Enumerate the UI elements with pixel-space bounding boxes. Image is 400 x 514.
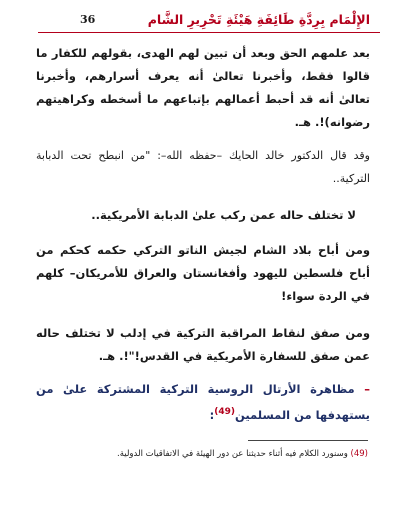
body-paragraph: بعد علمهم الحق وبعد أن تبين لهم الهدى، بقولهم للكفار ما قالوا فقط، وأخبرنا تعالىٰ أنه يعرف أسرارهم، وأخبرنا تعالىٰ أنه قد أحبط أعمالهم بإتباعهم ما أسخطه وكراهيتهم رضوانه)!. هـ. [36, 46, 370, 129]
body-paragraph: ومن صفق لنقاط المراقبة التركية في إدلب لا تختلف حاله عمن صفق للسفارة الأمريكية في القدس!"!. هـ. [36, 326, 370, 363]
body-paragraph: ومن أباح بلاد الشام لجيش الناتو التركي حكمه كحكم من أباح فلسطين لليهود وأفغانستان والعراق للأمريكان– كلهم في الردة سواء! [36, 243, 370, 303]
header-divider [38, 32, 380, 33]
page-header [20, 6, 370, 32]
page-number: 36 [80, 12, 96, 26]
book-title: الإِلْمَام بِرِدَّةِ طَائِفَةِ هَيْئَةِ تَحْرِيرِ الشَّام [147, 11, 370, 27]
footnote-reference[interactable]: (49) [214, 407, 235, 417]
quote-intro-paragraph: وقد قال الدكتور خالد الحايك –حفظه الله–: "من انبطح تحت الدبابة التركية.. [36, 149, 370, 185]
footnote-number: (49) [350, 449, 368, 459]
section-heading-end: : [209, 407, 215, 422]
page-body [36, 42, 370, 427]
footnote-divider [248, 440, 368, 441]
section-heading-text: مظاهرة الأرتال الروسية التركية المشتركة علىٰ من يستهدفها من المسلمين [36, 382, 370, 422]
section-dash: – [364, 382, 370, 396]
footnote-text: وسنورد الكلام فيه أثناء حديثنا عن دور الهيئة في الاتفاقيات الدولية. [117, 449, 348, 459]
section-heading [36, 378, 370, 427]
footnote [40, 449, 368, 459]
body-paragraph: لا تختلف حاله عمن ركب علىٰ الدبابة الأمريكية.. [91, 208, 356, 222]
